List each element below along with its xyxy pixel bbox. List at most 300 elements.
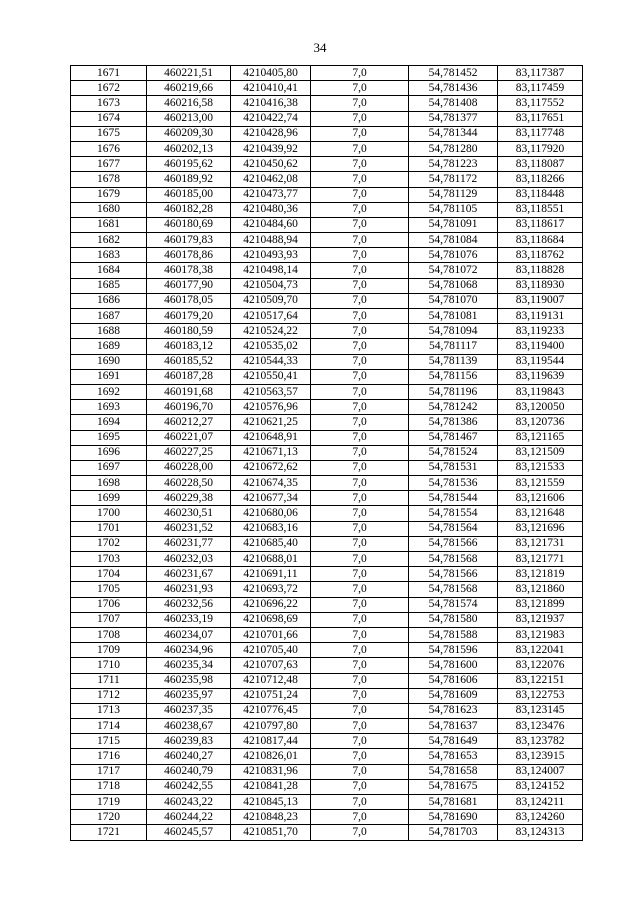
longitude-cell: 83,119639 [498,369,583,384]
point-number-cell: 1701 [71,521,147,536]
point-number-cell: 1672 [71,81,147,96]
point-number-cell: 1674 [71,111,147,126]
point-number-cell: 1712 [71,688,147,703]
longitude-cell: 83,124152 [498,779,583,794]
value-cell: 7,0 [311,643,409,658]
y-coordinate-cell: 4210683,16 [231,521,311,536]
value-cell: 7,0 [311,810,409,825]
point-number-cell: 1673 [71,96,147,111]
table-row [71,476,583,491]
y-coordinate-cell: 4210484,60 [231,217,311,232]
point-number-cell: 1694 [71,415,147,430]
x-coordinate-cell: 460231,93 [147,582,231,597]
table-row [71,612,583,627]
latitude-cell: 54,781531 [409,460,498,475]
table-row [71,506,583,521]
longitude-cell: 83,124260 [498,810,583,825]
table-row [71,263,583,278]
table-row [71,779,583,794]
latitude-cell: 54,781452 [409,66,498,81]
table-row [71,172,583,187]
table-row [71,354,583,369]
point-number-cell: 1691 [71,369,147,384]
x-coordinate-cell: 460243,22 [147,795,231,810]
longitude-cell: 83,123476 [498,719,583,734]
table-row [71,567,583,582]
value-cell: 7,0 [311,719,409,734]
table-row [71,734,583,749]
y-coordinate-cell: 4210416,38 [231,96,311,111]
point-number-cell: 1675 [71,126,147,141]
page-number: 34 [313,40,327,55]
x-coordinate-cell: 460177,90 [147,278,231,293]
x-coordinate-cell: 460244,22 [147,810,231,825]
latitude-cell: 54,781566 [409,536,498,551]
point-number-cell: 1705 [71,582,147,597]
x-coordinate-cell: 460185,00 [147,187,231,202]
longitude-cell: 83,117748 [498,126,583,141]
table-row [71,278,583,293]
x-coordinate-cell: 460189,92 [147,172,231,187]
point-number-cell: 1719 [71,795,147,810]
value-cell: 7,0 [311,126,409,141]
latitude-cell: 54,781623 [409,703,498,718]
latitude-cell: 54,781377 [409,111,498,126]
latitude-cell: 54,781653 [409,749,498,764]
latitude-cell: 54,781072 [409,263,498,278]
x-coordinate-cell: 460231,67 [147,567,231,582]
value-cell: 7,0 [311,445,409,460]
point-number-cell: 1684 [71,263,147,278]
latitude-cell: 54,781091 [409,217,498,232]
y-coordinate-cell: 4210550,41 [231,369,311,384]
longitude-cell: 83,121606 [498,491,583,506]
y-coordinate-cell: 4210405,80 [231,66,311,81]
latitude-cell: 54,781564 [409,521,498,536]
y-coordinate-cell: 4210498,14 [231,263,311,278]
longitude-cell: 83,120050 [498,400,583,415]
latitude-cell: 54,781574 [409,597,498,612]
table-row [71,445,583,460]
y-coordinate-cell: 4210685,40 [231,536,311,551]
longitude-cell: 83,122151 [498,673,583,688]
longitude-cell: 83,119233 [498,324,583,339]
x-coordinate-cell: 460232,56 [147,597,231,612]
table-row [71,324,583,339]
longitude-cell: 83,118617 [498,217,583,232]
point-number-cell: 1709 [71,643,147,658]
longitude-cell: 83,118087 [498,157,583,172]
longitude-cell: 83,117459 [498,81,583,96]
point-number-cell: 1679 [71,187,147,202]
value-cell: 7,0 [311,749,409,764]
x-coordinate-cell: 460231,52 [147,521,231,536]
value-cell: 7,0 [311,293,409,308]
value-cell: 7,0 [311,415,409,430]
latitude-cell: 54,781600 [409,658,498,673]
x-coordinate-cell: 460234,96 [147,643,231,658]
y-coordinate-cell: 4210691,11 [231,567,311,582]
value-cell: 7,0 [311,734,409,749]
longitude-cell: 83,117552 [498,96,583,111]
table-row [71,400,583,415]
coordinates-table-body [71,66,583,841]
point-number-cell: 1715 [71,734,147,749]
x-coordinate-cell: 460213,00 [147,111,231,126]
point-number-cell: 1708 [71,627,147,642]
value-cell: 7,0 [311,703,409,718]
table-row [71,202,583,217]
latitude-cell: 54,781690 [409,810,498,825]
x-coordinate-cell: 460238,67 [147,719,231,734]
value-cell: 7,0 [311,202,409,217]
longitude-cell: 83,118762 [498,248,583,263]
latitude-cell: 54,781094 [409,324,498,339]
latitude-cell: 54,781280 [409,141,498,156]
point-number-cell: 1685 [71,278,147,293]
point-number-cell: 1721 [71,825,147,840]
longitude-cell: 83,121860 [498,582,583,597]
value-cell: 7,0 [311,476,409,491]
value-cell: 7,0 [311,825,409,840]
point-number-cell: 1702 [71,536,147,551]
point-number-cell: 1716 [71,749,147,764]
latitude-cell: 54,781554 [409,506,498,521]
longitude-cell: 83,122753 [498,688,583,703]
point-number-cell: 1706 [71,597,147,612]
table-row [71,719,583,734]
point-number-cell: 1677 [71,157,147,172]
point-number-cell: 1686 [71,293,147,308]
latitude-cell: 54,781580 [409,612,498,627]
latitude-cell: 54,781568 [409,582,498,597]
point-number-cell: 1720 [71,810,147,825]
longitude-cell: 83,121937 [498,612,583,627]
x-coordinate-cell: 460240,27 [147,749,231,764]
y-coordinate-cell: 4210705,40 [231,643,311,658]
x-coordinate-cell: 460179,83 [147,233,231,248]
y-coordinate-cell: 4210648,91 [231,430,311,445]
longitude-cell: 83,118448 [498,187,583,202]
latitude-cell: 54,781242 [409,400,498,415]
table-row [71,141,583,156]
value-cell: 7,0 [311,141,409,156]
latitude-cell: 54,781568 [409,552,498,567]
latitude-cell: 54,781223 [409,157,498,172]
value-cell: 7,0 [311,384,409,399]
longitude-cell: 83,120736 [498,415,583,430]
value-cell: 7,0 [311,491,409,506]
longitude-cell: 83,119131 [498,309,583,324]
point-number-cell: 1711 [71,673,147,688]
point-number-cell: 1714 [71,719,147,734]
longitude-cell: 83,124313 [498,825,583,840]
latitude-cell: 54,781467 [409,430,498,445]
longitude-cell: 83,119843 [498,384,583,399]
value-cell: 7,0 [311,430,409,445]
value-cell: 7,0 [311,248,409,263]
value-cell: 7,0 [311,187,409,202]
point-number-cell: 1688 [71,324,147,339]
longitude-cell: 83,121165 [498,430,583,445]
value-cell: 7,0 [311,172,409,187]
y-coordinate-cell: 4210480,36 [231,202,311,217]
point-number-cell: 1700 [71,506,147,521]
point-number-cell: 1697 [71,460,147,475]
table-row [71,764,583,779]
y-coordinate-cell: 4210493,93 [231,248,311,263]
y-coordinate-cell: 4210677,34 [231,491,311,506]
latitude-cell: 54,781408 [409,96,498,111]
longitude-cell: 83,121983 [498,627,583,642]
y-coordinate-cell: 4210688,01 [231,552,311,567]
value-cell: 7,0 [311,795,409,810]
x-coordinate-cell: 460231,77 [147,536,231,551]
x-coordinate-cell: 460183,12 [147,339,231,354]
table-row [71,810,583,825]
x-coordinate-cell: 460178,38 [147,263,231,278]
y-coordinate-cell: 4210776,45 [231,703,311,718]
longitude-cell: 83,123145 [498,703,583,718]
x-coordinate-cell: 460235,98 [147,673,231,688]
x-coordinate-cell: 460235,97 [147,688,231,703]
y-coordinate-cell: 4210848,23 [231,810,311,825]
latitude-cell: 54,781596 [409,643,498,658]
value-cell: 7,0 [311,324,409,339]
x-coordinate-cell: 460227,25 [147,445,231,460]
x-coordinate-cell: 460219,66 [147,81,231,96]
latitude-cell: 54,781076 [409,248,498,263]
latitude-cell: 54,781566 [409,567,498,582]
x-coordinate-cell: 460228,00 [147,460,231,475]
value-cell: 7,0 [311,111,409,126]
longitude-cell: 83,122076 [498,658,583,673]
y-coordinate-cell: 4210563,57 [231,384,311,399]
x-coordinate-cell: 460245,57 [147,825,231,840]
y-coordinate-cell: 4210535,02 [231,339,311,354]
latitude-cell: 54,781105 [409,202,498,217]
y-coordinate-cell: 4210701,66 [231,627,311,642]
latitude-cell: 54,781588 [409,627,498,642]
x-coordinate-cell: 460242,55 [147,779,231,794]
latitude-cell: 54,781609 [409,688,498,703]
x-coordinate-cell: 460185,52 [147,354,231,369]
table-row [71,233,583,248]
table-row [71,536,583,551]
table-row [71,627,583,642]
latitude-cell: 54,781649 [409,734,498,749]
y-coordinate-cell: 4210841,28 [231,779,311,794]
table-row [71,96,583,111]
y-coordinate-cell: 4210450,62 [231,157,311,172]
value-cell: 7,0 [311,309,409,324]
y-coordinate-cell: 4210845,13 [231,795,311,810]
y-coordinate-cell: 4210422,74 [231,111,311,126]
value-cell: 7,0 [311,688,409,703]
x-coordinate-cell: 460229,38 [147,491,231,506]
y-coordinate-cell: 4210488,94 [231,233,311,248]
x-coordinate-cell: 460202,13 [147,141,231,156]
y-coordinate-cell: 4210504,73 [231,278,311,293]
longitude-cell: 83,122041 [498,643,583,658]
y-coordinate-cell: 4210851,70 [231,825,311,840]
point-number-cell: 1692 [71,384,147,399]
longitude-cell: 83,118828 [498,263,583,278]
longitude-cell: 83,117387 [498,66,583,81]
x-coordinate-cell: 460191,68 [147,384,231,399]
latitude-cell: 54,781081 [409,309,498,324]
longitude-cell: 83,121509 [498,445,583,460]
value-cell: 7,0 [311,552,409,567]
point-number-cell: 1678 [71,172,147,187]
longitude-cell: 83,118930 [498,278,583,293]
value-cell: 7,0 [311,354,409,369]
y-coordinate-cell: 4210473,77 [231,187,311,202]
table-row [71,369,583,384]
latitude-cell: 54,781675 [409,779,498,794]
value-cell: 7,0 [311,567,409,582]
point-number-cell: 1671 [71,66,147,81]
latitude-cell: 54,781536 [409,476,498,491]
y-coordinate-cell: 4210517,64 [231,309,311,324]
latitude-cell: 54,781386 [409,415,498,430]
y-coordinate-cell: 4210462,08 [231,172,311,187]
point-number-cell: 1707 [71,612,147,627]
longitude-cell: 83,121696 [498,521,583,536]
latitude-cell: 54,781068 [409,278,498,293]
latitude-cell: 54,781703 [409,825,498,840]
longitude-cell: 83,121533 [498,460,583,475]
table-row [71,415,583,430]
x-coordinate-cell: 460187,28 [147,369,231,384]
y-coordinate-cell: 4210817,44 [231,734,311,749]
y-coordinate-cell: 4210671,13 [231,445,311,460]
table-row [71,825,583,840]
latitude-cell: 54,781606 [409,673,498,688]
table-row [71,248,583,263]
x-coordinate-cell: 460178,05 [147,293,231,308]
longitude-cell: 83,121771 [498,552,583,567]
longitude-cell: 83,123915 [498,749,583,764]
value-cell: 7,0 [311,217,409,232]
table-row [71,658,583,673]
y-coordinate-cell: 4210826,01 [231,749,311,764]
table-row [71,126,583,141]
value-cell: 7,0 [311,597,409,612]
x-coordinate-cell: 460221,51 [147,66,231,81]
table-row [71,491,583,506]
x-coordinate-cell: 460232,03 [147,552,231,567]
x-coordinate-cell: 460195,62 [147,157,231,172]
value-cell: 7,0 [311,582,409,597]
longitude-cell: 83,124007 [498,764,583,779]
longitude-cell: 83,117920 [498,141,583,156]
longitude-cell: 83,119007 [498,293,583,308]
latitude-cell: 54,781196 [409,384,498,399]
x-coordinate-cell: 460237,35 [147,703,231,718]
y-coordinate-cell: 4210509,70 [231,293,311,308]
y-coordinate-cell: 4210831,96 [231,764,311,779]
value-cell: 7,0 [311,764,409,779]
y-coordinate-cell: 4210797,80 [231,719,311,734]
y-coordinate-cell: 4210410,41 [231,81,311,96]
x-coordinate-cell: 460230,51 [147,506,231,521]
point-number-cell: 1703 [71,552,147,567]
latitude-cell: 54,781544 [409,491,498,506]
latitude-cell: 54,781658 [409,764,498,779]
y-coordinate-cell: 4210428,96 [231,126,311,141]
x-coordinate-cell: 460180,69 [147,217,231,232]
value-cell: 7,0 [311,96,409,111]
latitude-cell: 54,781084 [409,233,498,248]
longitude-cell: 83,119544 [498,354,583,369]
point-number-cell: 1698 [71,476,147,491]
x-coordinate-cell: 460178,86 [147,248,231,263]
table-row [71,521,583,536]
value-cell: 7,0 [311,673,409,688]
point-number-cell: 1717 [71,764,147,779]
table-row [71,460,583,475]
table-row [71,81,583,96]
y-coordinate-cell: 4210544,33 [231,354,311,369]
point-number-cell: 1695 [71,430,147,445]
latitude-cell: 54,781139 [409,354,498,369]
y-coordinate-cell: 4210680,06 [231,506,311,521]
value-cell: 7,0 [311,263,409,278]
x-coordinate-cell: 460209,30 [147,126,231,141]
table-row [71,673,583,688]
latitude-cell: 54,781117 [409,339,498,354]
y-coordinate-cell: 4210524,22 [231,324,311,339]
y-coordinate-cell: 4210698,69 [231,612,311,627]
point-number-cell: 1718 [71,779,147,794]
y-coordinate-cell: 4210672,62 [231,460,311,475]
longitude-cell: 83,121648 [498,506,583,521]
latitude-cell: 54,781436 [409,81,498,96]
value-cell: 7,0 [311,658,409,673]
y-coordinate-cell: 4210439,92 [231,141,311,156]
point-number-cell: 1680 [71,202,147,217]
value-cell: 7,0 [311,400,409,415]
value-cell: 7,0 [311,627,409,642]
table-row [71,749,583,764]
y-coordinate-cell: 4210751,24 [231,688,311,703]
longitude-cell: 83,118551 [498,202,583,217]
point-number-cell: 1683 [71,248,147,263]
latitude-cell: 54,781637 [409,719,498,734]
latitude-cell: 54,781156 [409,369,498,384]
table-row [71,217,583,232]
point-number-cell: 1676 [71,141,147,156]
table-row [71,111,583,126]
value-cell: 7,0 [311,521,409,536]
value-cell: 7,0 [311,506,409,521]
point-number-cell: 1693 [71,400,147,415]
y-coordinate-cell: 4210576,96 [231,400,311,415]
y-coordinate-cell: 4210674,35 [231,476,311,491]
value-cell: 7,0 [311,369,409,384]
x-coordinate-cell: 460235,34 [147,658,231,673]
longitude-cell: 83,118684 [498,233,583,248]
point-number-cell: 1690 [71,354,147,369]
table-row [71,597,583,612]
longitude-cell: 83,121819 [498,567,583,582]
table-row [71,703,583,718]
y-coordinate-cell: 4210712,48 [231,673,311,688]
value-cell: 7,0 [311,157,409,172]
table-row [71,430,583,445]
point-number-cell: 1710 [71,658,147,673]
